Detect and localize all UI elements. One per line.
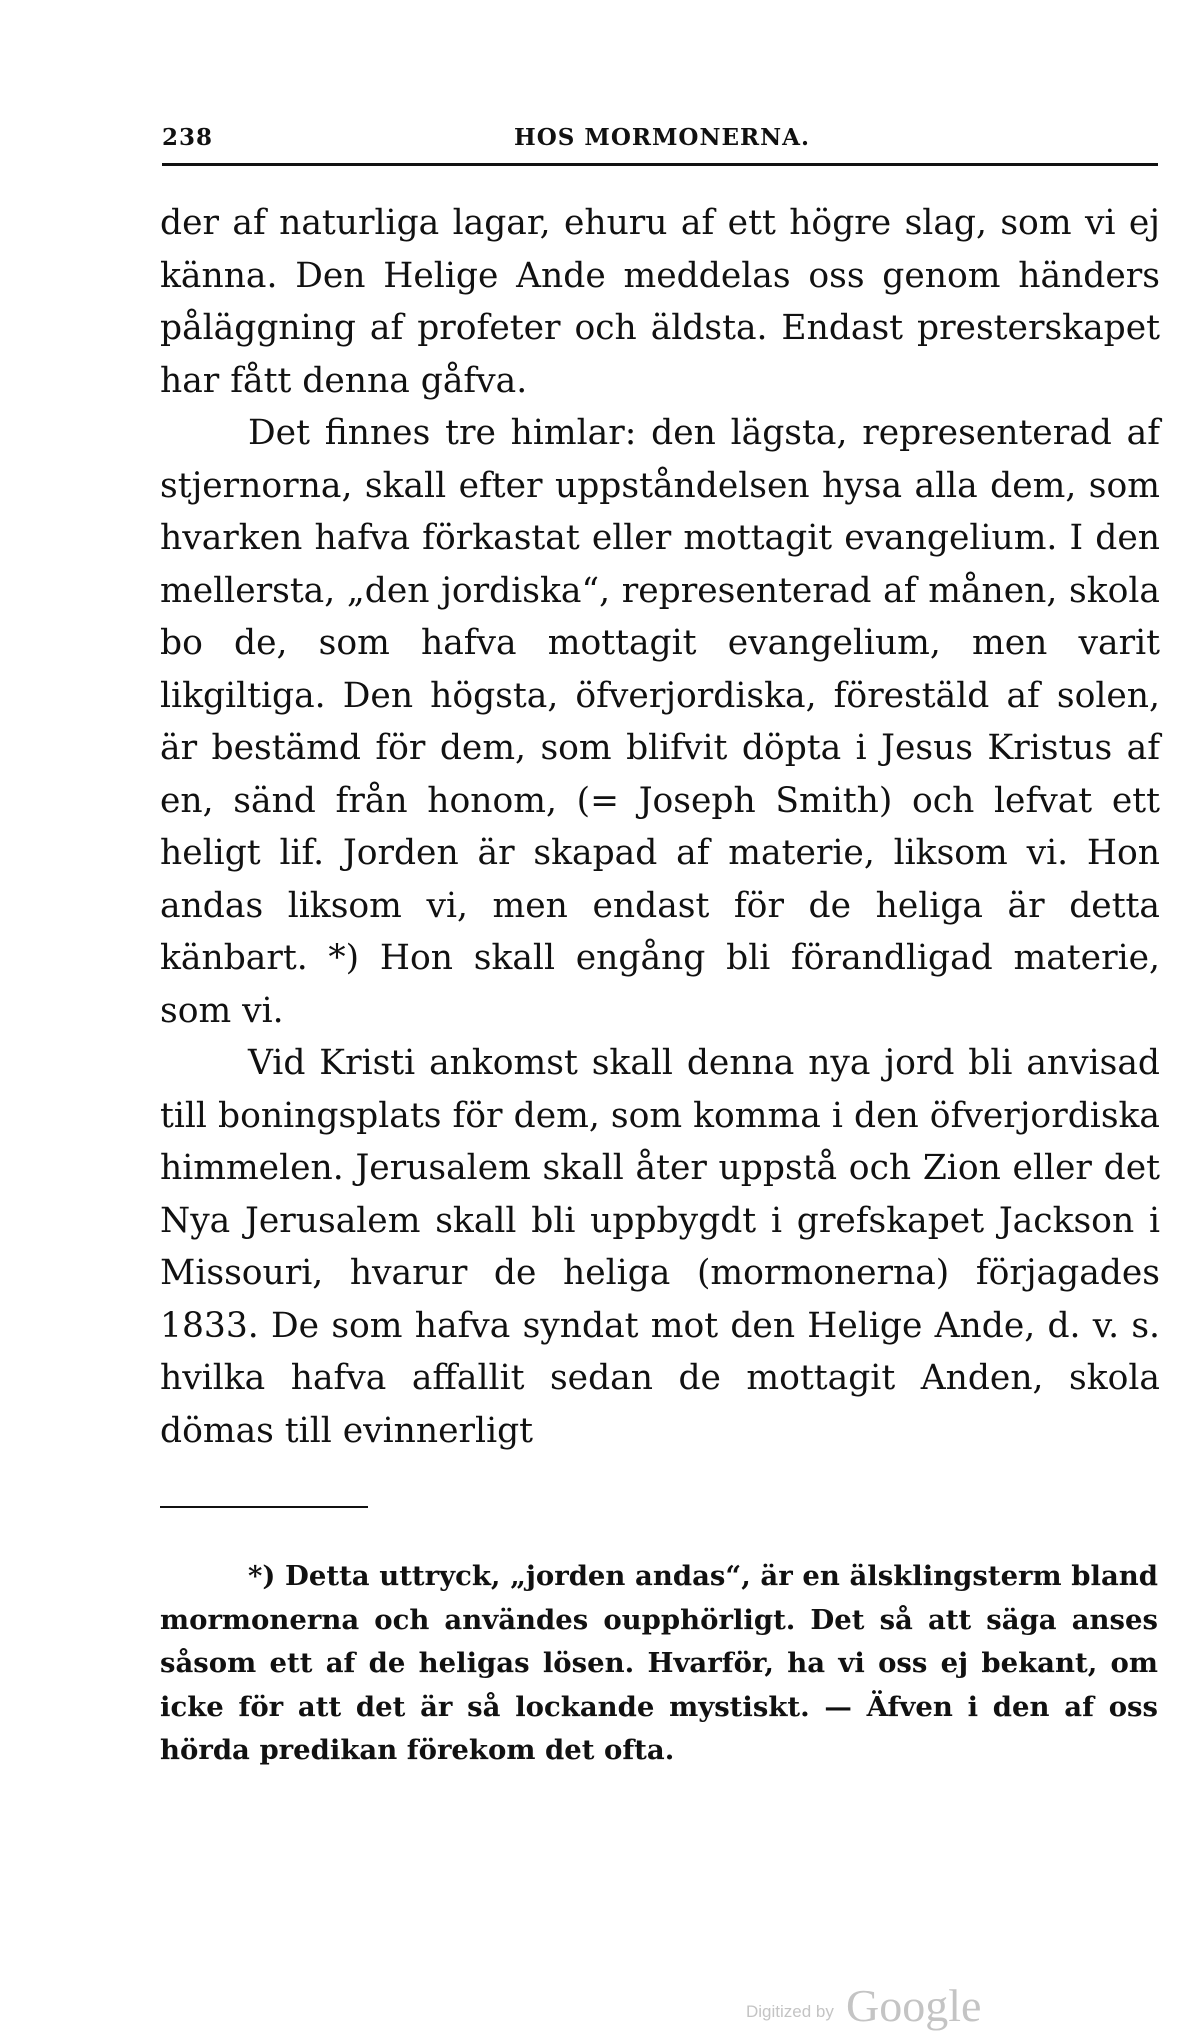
footnote-text: *) Detta uttryck, „jorden andas“, är en älsklingsterm bland mormonerna och användes oupphörligt. Det så att säga anses såsom ett af de heligas lösen. Hvarför, ha vi oss ej bekant, om icke för att det är så lockande mystiskt. — Äfven i den af oss hörda predikan förekom det ofta.	[160, 1560, 1158, 1766]
header-rule	[162, 163, 1158, 166]
google-logo: Google	[846, 1980, 982, 2031]
footnote-rule	[160, 1506, 368, 1508]
body-text	[160, 197, 1160, 1457]
footnote	[160, 1555, 1158, 1773]
running-title: HOS MORMONERNA.	[513, 124, 811, 151]
page-number: 238	[162, 124, 214, 151]
paragraph-2: Det finnes tre himlar: den lägsta, representerad af stjernorna, skall efter uppståndelsen hysa alla dem, som hvarken hafva förkastat eller mottagit evangelium. I den mellersta, „den jordiska“, representerad af månen, skola bo de, som hafva mottagit evangelium, men varit likgiltiga. Den högsta, öfverjordiska, förestäld af solen, är bestämd för dem, som blifvit döpta i Jesus Kristus af en, sänd från honom, (= Joseph Smith) och lefvat ett heligt lif. Jorden är skapad af materie, liksom vi. Hon andas liksom vi, men endast för de heliga är detta känbart. *) Hon skall engång bli förandligad materie, som vi.	[160, 413, 1160, 1031]
paragraph-3: Vid Kristi ankomst skall denna nya jord bli anvisad till boningsplats för dem, som komma i den öfverjordiska himmelen. Jerusalem skall åter uppstå och Zion eller det Nya Jerusalem skall bli uppbygdt i grefskapet Jackson i Missouri, hvarur de heliga (mormonerna) förjagades 1833. De som hafva syndat mot den Helige Ande, d. v. s. hvilka hafva affallit sedan de mottagit Anden, skola dömas till evinnerligt	[160, 1043, 1160, 1451]
paragraph-1: der af naturliga lagar, ehuru af ett högre slag, som vi ej känna. Den Helige Ande meddelas oss genom händers påläggning af profeter och äldsta. Endast presterskapet har fått denna gåfva.	[160, 203, 1160, 401]
running-head	[162, 116, 1162, 156]
digitized-by-label: Digitized by	[746, 2002, 834, 2021]
